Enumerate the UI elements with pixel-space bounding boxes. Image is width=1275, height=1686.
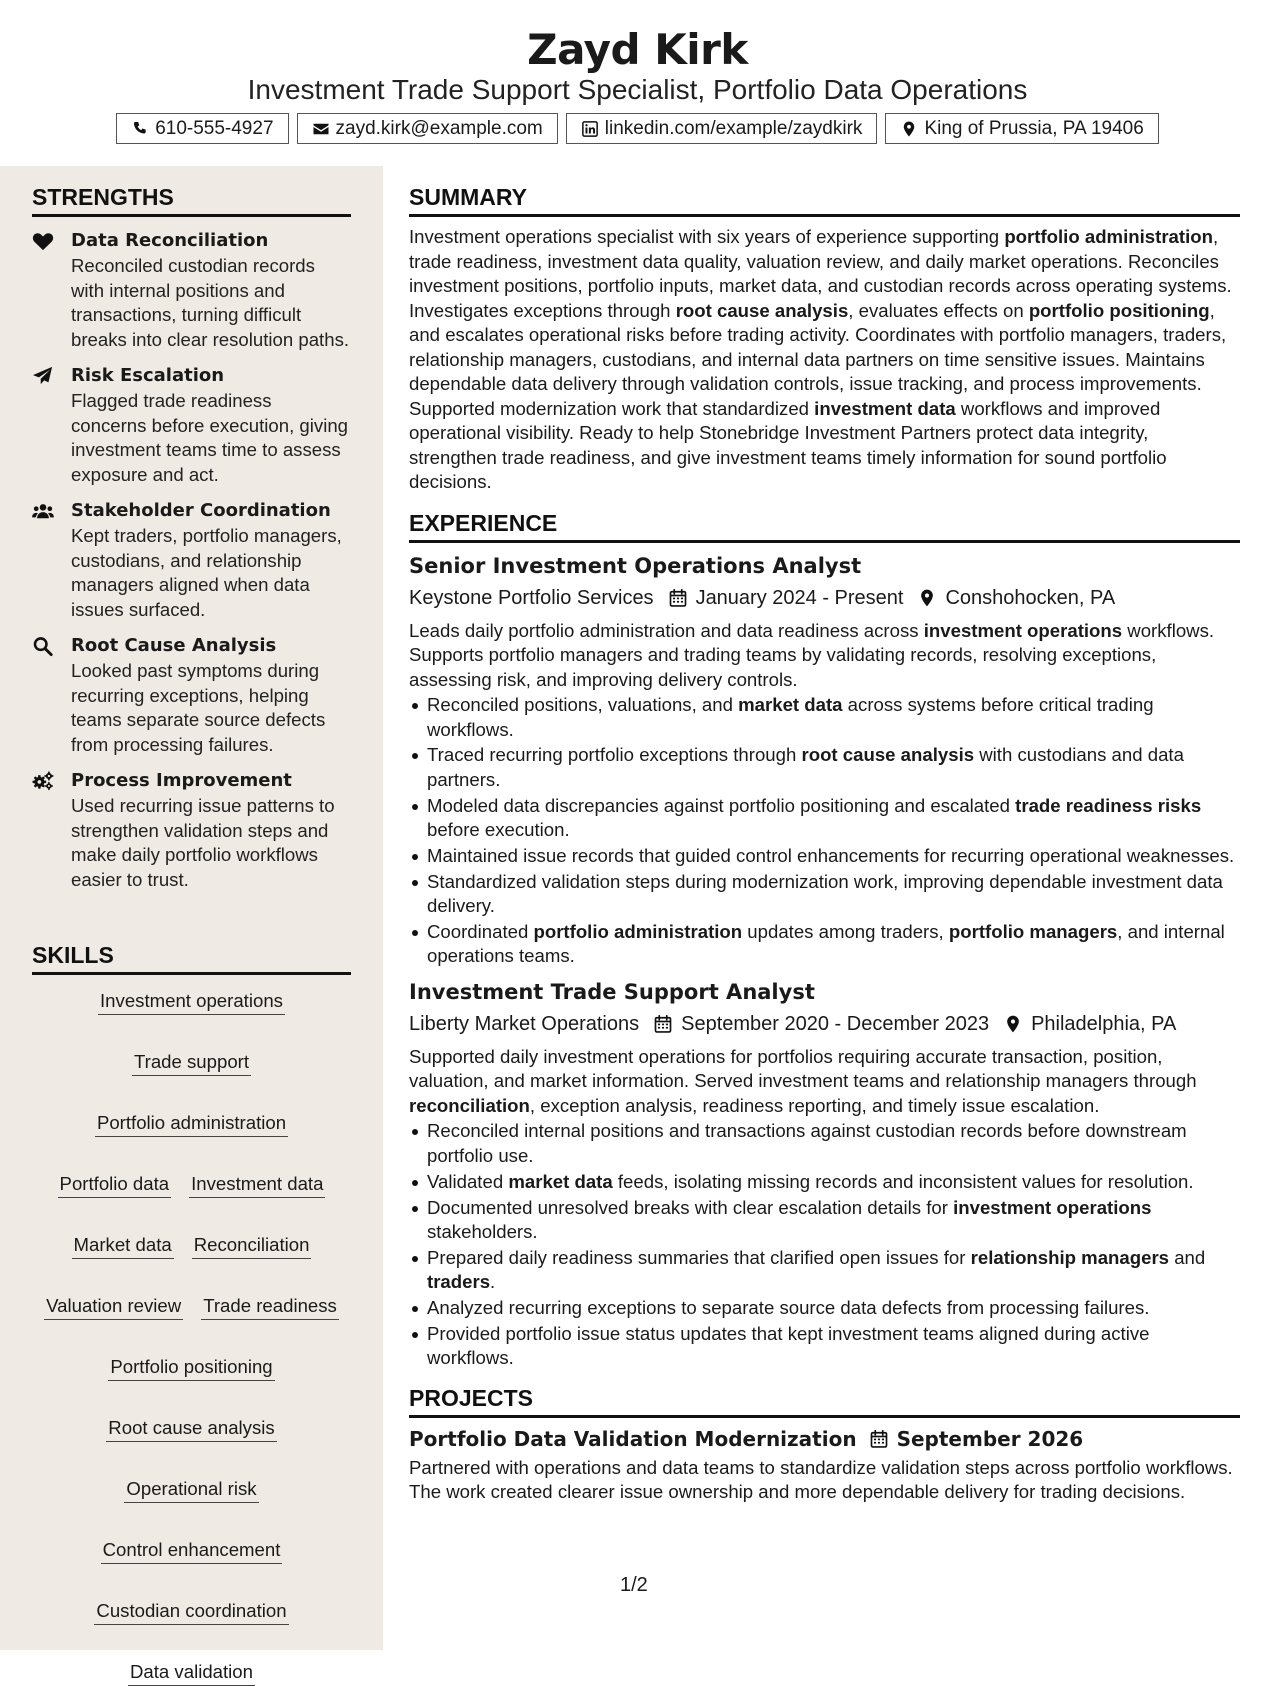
project-description: Partnered with operations and data teams to standardize validation steps across portfolio workflows. The work created clearer issue ownership and more dependable delivery for trading decisions. bbox=[409, 1456, 1233, 1503]
strength-description: Kept traders, portfolio managers, custodians, and relationship managers aligned when data issues surfaced. bbox=[71, 525, 342, 620]
job-bullets bbox=[409, 693, 1240, 969]
candidate-headline: Investment Trade Support Specialist, Portfolio Data Operations bbox=[247, 74, 1028, 105]
job-company: Keystone Portfolio Services bbox=[409, 586, 654, 609]
users-icon bbox=[32, 501, 56, 521]
map-pin-icon bbox=[903, 588, 945, 608]
summary-heading: SUMMARY bbox=[409, 182, 1240, 217]
project-date: September 2026 bbox=[896, 1426, 1084, 1451]
job-entry bbox=[409, 551, 1240, 969]
strength-item bbox=[32, 633, 351, 757]
project-title: Portfolio Data Validation Modernization bbox=[409, 1426, 857, 1451]
contact-email-text: zayd.kirk@example.com bbox=[335, 117, 543, 139]
skill-tag: Valuation review bbox=[44, 1292, 183, 1320]
job-description: Supported daily investment operations for portfolios requiring accurate transaction, position, valuation, and market information. Served investment teams and relationship managers through reconciliation, exception analysis, readiness reporting, and timely issue escalation. bbox=[409, 1045, 1197, 1116]
skill-tag: Operational risk bbox=[124, 1475, 258, 1503]
page-number: 1/2 bbox=[620, 1574, 648, 1596]
skill-tag: Root cause analysis bbox=[106, 1414, 276, 1442]
job-entry bbox=[409, 977, 1240, 1371]
bullet-item: Modeled data discrepancies against portfolio positioning and escalated trade readiness risks before execution. bbox=[409, 794, 1240, 843]
strength-item bbox=[32, 498, 351, 622]
map-pin-icon bbox=[989, 1014, 1031, 1034]
projects-heading: PROJECTS bbox=[409, 1383, 1240, 1418]
bullet-item: Documented unresolved breaks with clear escalation details for investment operations stakeholders. bbox=[409, 1196, 1240, 1245]
calendar-icon bbox=[639, 1014, 681, 1034]
experience-heading: EXPERIENCE bbox=[409, 508, 1240, 543]
skill-tag: Control enhancement bbox=[101, 1536, 283, 1564]
gears-icon bbox=[32, 771, 56, 791]
skill-tag: Trade readiness bbox=[201, 1292, 339, 1320]
calendar-icon bbox=[654, 588, 696, 608]
strength-title: Stakeholder Coordination bbox=[71, 500, 331, 521]
job-title: Investment Trade Support Analyst bbox=[409, 979, 815, 1004]
bullet-item: Reconciled positions, valuations, and market data across systems before critical trading workflows. bbox=[409, 693, 1240, 742]
strength-description: Flagged trade readiness concerns before execution, giving investment teams time to assess exposure and act. bbox=[71, 390, 349, 485]
strength-title: Data Reconciliation bbox=[71, 230, 269, 251]
skill-tag: Investment data bbox=[189, 1170, 325, 1198]
job-meta bbox=[409, 1009, 1240, 1039]
bullet-item: Coordinated portfolio administration updates among traders, portfolio managers, and internal operations teams. bbox=[409, 920, 1240, 969]
phone-icon bbox=[131, 120, 149, 138]
contact-email[interactable] bbox=[297, 113, 558, 144]
skill-tag: Market data bbox=[72, 1231, 174, 1259]
linkedin-icon bbox=[581, 120, 599, 138]
job-description: Leads daily portfolio administration and data readiness across investment operations workflows. Supports portfolio managers and trading teams by validating records, resolving exceptions, assessing risk, and improving delivery controls. bbox=[409, 619, 1215, 690]
skills-list bbox=[32, 987, 351, 1686]
contact-linkedin[interactable] bbox=[566, 113, 878, 144]
skill-tag: Investment operations bbox=[98, 987, 285, 1015]
bullet-item: Traced recurring portfolio exceptions through root cause analysis with custodians and data partners. bbox=[409, 743, 1240, 792]
bullet-item: Provided portfolio issue status updates that kept investment teams aligned during active workflows. bbox=[409, 1322, 1240, 1371]
project-entry bbox=[409, 1424, 1240, 1505]
strength-description: Reconciled custodian records with internal positions and transactions, turning difficult breaks into clear resolution paths. bbox=[71, 255, 350, 350]
strength-title: Risk Escalation bbox=[71, 365, 225, 386]
skill-tag: Portfolio administration bbox=[95, 1109, 288, 1137]
bullet-item: Reconciled internal positions and transactions against custodian records before downstream portfolio use. bbox=[409, 1119, 1240, 1168]
contact-location-text: King of Prussia, PA 19406 bbox=[924, 117, 1144, 139]
experience-section bbox=[409, 508, 1240, 1371]
skill-tag: Trade support bbox=[132, 1048, 251, 1076]
projects-section bbox=[409, 1383, 1240, 1505]
strength-description: Looked past symptoms during recurring exceptions, helping teams separate source defects from processing failures. bbox=[71, 660, 326, 755]
bullet-item: Analyzed recurring exceptions to separate source data defects from processing failures. bbox=[409, 1296, 1240, 1321]
main-content bbox=[409, 166, 1240, 1505]
bullet-item: Maintained issue records that guided control enhancements for recurring operational weaknesses. bbox=[409, 844, 1240, 869]
skills-section bbox=[32, 940, 351, 1686]
candidate-name: Zayd Kirk bbox=[527, 25, 748, 74]
contact-linkedin-text: linkedin.com/example/zaydkirk bbox=[604, 117, 863, 139]
job-company: Liberty Market Operations bbox=[409, 1012, 640, 1035]
job-title: Senior Investment Operations Analyst bbox=[409, 553, 862, 578]
skill-tag: Data validation bbox=[128, 1658, 255, 1686]
paper-plane-icon bbox=[32, 366, 56, 386]
job-meta bbox=[409, 583, 1240, 613]
strength-item bbox=[32, 363, 351, 487]
job-bullets bbox=[409, 1119, 1240, 1370]
heart-icon bbox=[32, 231, 56, 251]
job-location: Philadelphia, PA bbox=[1031, 1012, 1177, 1035]
strength-item bbox=[32, 768, 351, 892]
strength-item bbox=[32, 228, 351, 352]
strength-title: Process Improvement bbox=[71, 770, 292, 791]
skill-tag: Portfolio positioning bbox=[108, 1353, 274, 1381]
search-icon bbox=[32, 636, 56, 656]
project-header bbox=[409, 1424, 1240, 1454]
strength-description: Used recurring issue patterns to strengthen validation steps and make daily portfolio workflows easier to trust. bbox=[71, 795, 335, 890]
strength-title: Root Cause Analysis bbox=[71, 635, 277, 656]
skill-tag: Custodian coordination bbox=[94, 1597, 288, 1625]
map-pin-icon bbox=[900, 120, 918, 138]
strengths-section bbox=[32, 182, 351, 892]
contact-location[interactable] bbox=[885, 113, 1158, 144]
skills-heading: SKILLS bbox=[32, 940, 351, 975]
summary-section bbox=[409, 182, 1240, 495]
job-dates: January 2024 - Present bbox=[695, 586, 904, 609]
resume-header bbox=[0, 0, 1275, 166]
contact-phone-text: 610-555-4927 bbox=[155, 117, 274, 139]
contact-bar bbox=[0, 113, 1275, 144]
summary-text: Investment operations specialist with six years of experience supporting portfolio administration, trade readiness, investment data quality, valuation review, and daily market operations. Reconciles investment positions, portfolio inputs, market data, and custodian records across operating systems. Investigates exceptions through root cause analysis, evaluates effects on portfolio positioning, and escalates operational risks before trading activity. Coordinates with portfolio managers, traders, relationship managers, custodians, and internal data partners on time sensitive issues. Maintains dependable data delivery through validation controls, issue tracking, and process improvements. Supported modernization work that standardized investment data workflows and improved operational visibility. Ready to help Stonebridge Investment Partners protect data integrity, strengthen trade readiness, and give investment teams timely information for sound portfolio decisions. bbox=[409, 226, 1232, 492]
contact-phone[interactable] bbox=[116, 113, 288, 144]
job-dates: September 2020 - December 2023 bbox=[681, 1012, 990, 1035]
bullet-item: Validated market data feeds, isolating missing records and inconsistent values for resolution. bbox=[409, 1170, 1240, 1195]
sidebar bbox=[0, 166, 383, 1682]
skill-tag: Reconciliation bbox=[192, 1231, 312, 1259]
calendar-icon bbox=[857, 1429, 897, 1449]
bullet-item: Prepared daily readiness summaries that clarified open issues for relationship managers and traders. bbox=[409, 1246, 1240, 1295]
bullet-item: Standardized validation steps during modernization work, improving dependable investment data delivery. bbox=[409, 870, 1240, 919]
skill-tag: Portfolio data bbox=[58, 1170, 172, 1198]
strengths-heading: STRENGTHS bbox=[32, 182, 351, 217]
envelope-icon bbox=[312, 120, 330, 138]
job-location: Conshohocken, PA bbox=[945, 586, 1116, 609]
